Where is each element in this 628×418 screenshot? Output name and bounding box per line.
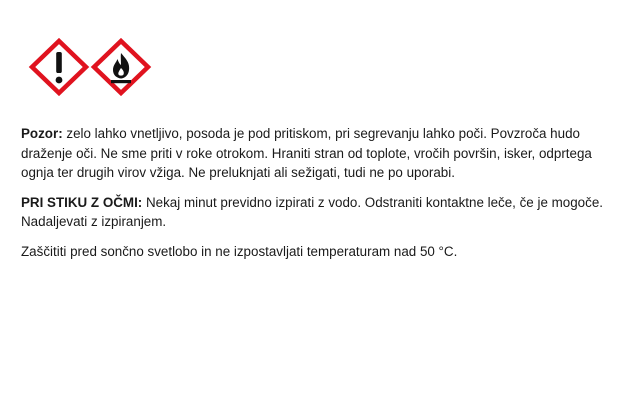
warning-paragraph <box>21 124 607 183</box>
storage-text: Zaščititi pred sončno svetlobo in ne izpostavljati temperaturam nad 50 °C. <box>21 243 458 259</box>
warning-label: Pozor: <box>21 126 63 141</box>
eye-contact-label: PRI STIKU Z OČMI: <box>21 194 143 210</box>
eye-contact-paragraph <box>21 193 607 232</box>
exclamation-mark-icon <box>28 38 90 96</box>
warning-text: zelo lahko vnetljivo, posoda je pod pritiskom, pri segrevanju lahko poči. Povzroča hudo draženje oči. Ne sme priti v roke otrokom. Hraniti stran od toplote, vročih površin, isker, odprtega ognja ter drugih virov vžiga. Ne preluknjati ali sežigati, tudi ne po uporabi. <box>21 126 592 180</box>
storage-paragraph <box>21 242 607 262</box>
hazard-pictograms <box>28 38 152 96</box>
safety-text <box>21 124 607 271</box>
eye-contact-text: Nekaj minut previdno izpirati z vodo. Odstraniti kontaktne leče, če je mogoče. Nadaljevati z izpiranjem. <box>21 194 603 229</box>
flame-icon <box>90 38 152 96</box>
